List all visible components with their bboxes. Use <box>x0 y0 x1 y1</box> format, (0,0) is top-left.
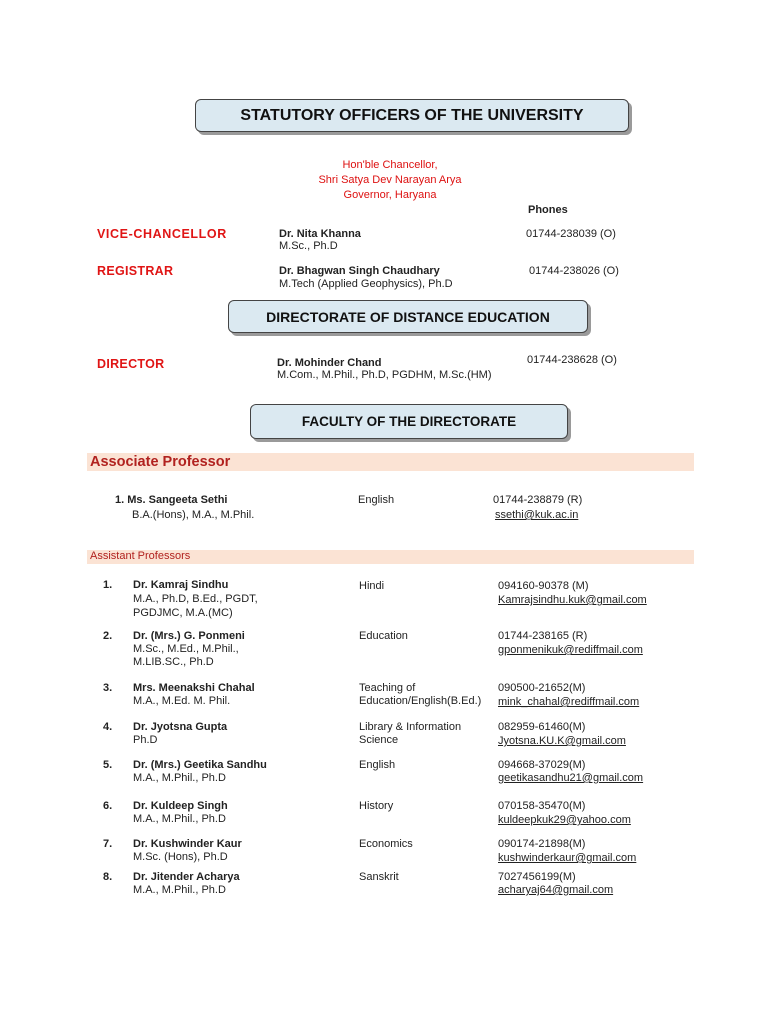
vice-chancellor-phone: 01744-238039 (O) <box>526 228 616 240</box>
page-title-text: STATUTORY OFFICERS OF THE UNIVERSITY <box>240 106 584 124</box>
directorate-title-text: DIRECTORATE OF DISTANCE EDUCATION <box>266 308 550 325</box>
chancellor-block <box>260 158 520 203</box>
chancellor-line1: Hon'ble Chancellor, <box>342 159 438 171</box>
faculty-subject: Sanskrit <box>359 871 399 883</box>
associate-name: 1. Ms. Sangeeta Sethi <box>115 494 228 506</box>
faculty-phone: 094668-37029(M) <box>498 759 586 771</box>
director-qual: M.Com., M.Phil., Ph.D, PGDHM, M.Sc.(HM) <box>277 369 492 381</box>
faculty-qual-line1: M.Sc., M.Ed., M.Phil., <box>133 643 239 655</box>
faculty-phone: 01744-238165 (R) <box>498 630 588 642</box>
chancellor-line2: Shri Satya Dev Narayan Arya <box>318 174 462 186</box>
faculty-qual-line1: M.A., M.Phil., Ph.D <box>133 772 226 784</box>
vice-chancellor-label: VICE-CHANCELLOR <box>97 227 227 241</box>
faculty-phone: 7027456199(M) <box>498 871 576 883</box>
faculty-qual-line1: M.A., M.Ed. M. Phil. <box>133 695 231 707</box>
faculty-email-link[interactable]: kushwinderkaur@gmail.com <box>498 852 637 864</box>
directorate-title <box>228 300 588 333</box>
chancellor-line3: Governor, Haryana <box>343 189 437 201</box>
registrar-name: Dr. Bhagwan Singh Chaudhary <box>279 265 440 277</box>
faculty-qual-line1: M.Sc. (Hons), Ph.D <box>133 851 228 863</box>
faculty-qual-line2: M.LIB.SC., Ph.D <box>133 656 214 668</box>
registrar-qual: M.Tech (Applied Geophysics), Ph.D <box>279 278 453 290</box>
faculty-name: Dr. (Mrs.) G. Ponmeni <box>133 630 245 642</box>
associate-heading: Associate Professor <box>90 454 231 470</box>
faculty-qual-line1: M.A., Ph.D, B.Ed., PGDT, <box>133 593 258 605</box>
faculty-name: Dr. Jyotsna Gupta <box>133 721 228 733</box>
faculty-phone: 082959-61460(M) <box>498 721 586 733</box>
vice-chancellor-qual: M.Sc., Ph.D <box>279 240 338 252</box>
faculty-email-link[interactable]: gponmenikuk@rediffmail.com <box>498 644 643 656</box>
associate-qual: B.A.(Hons), M.A., M.Phil. <box>132 509 255 521</box>
row-number: 4. <box>103 721 113 733</box>
faculty-name: Dr. Kamraj Sindhu <box>133 579 229 591</box>
assistant-heading: Assistant Professors <box>90 550 191 562</box>
faculty-subject: Education <box>359 630 408 642</box>
faculty-qual-line1: M.A., M.Phil., Ph.D <box>133 884 226 896</box>
faculty-email-link[interactable]: geetikasandhu21@gmail.com <box>498 772 644 784</box>
director-label: DIRECTOR <box>97 357 165 371</box>
faculty-email-link[interactable]: Jyotsna.KU.K@gmail.com <box>498 735 626 747</box>
row-number: 8. <box>103 871 113 883</box>
faculty-name: Dr. (Mrs.) Geetika Sandhu <box>133 759 267 771</box>
faculty-name: Dr. Kuldeep Singh <box>133 800 228 812</box>
faculty-phone: 090500-21652(M) <box>498 682 586 694</box>
faculty-subject: Library & Information <box>359 721 462 733</box>
faculty-subject: English <box>359 759 396 771</box>
faculty-subject: Teaching of <box>359 682 416 694</box>
associate-email-link[interactable]: ssethi@kuk.ac.in <box>495 509 579 521</box>
faculty-email-link[interactable]: kuldeepkuk29@yahoo.com <box>498 814 631 826</box>
page-title <box>195 99 629 132</box>
associate-subject: English <box>358 494 395 506</box>
faculty-phone: 090174-21898(M) <box>498 838 586 850</box>
faculty-name: Dr. Kushwinder Kaur <box>133 838 242 850</box>
faculty-phone: 094160-90378 (M) <box>498 580 589 592</box>
faculty-email-link[interactable]: acharyaj64@gmail.com <box>498 884 614 896</box>
faculty-subject-line2: Science <box>359 734 399 746</box>
faculty-qual-line1: M.A., M.Phil., Ph.D <box>133 813 226 825</box>
row-number: 5. <box>103 759 113 771</box>
row-number: 1. <box>103 579 113 591</box>
faculty-title <box>250 404 568 439</box>
faculty-subject: Hindi <box>359 580 385 592</box>
director-phone: 01744-238628 (O) <box>527 354 617 366</box>
registrar-label: REGISTRAR <box>97 264 174 278</box>
row-number: 3. <box>103 682 113 694</box>
faculty-subject: History <box>359 800 394 812</box>
faculty-subject: Economics <box>359 838 413 850</box>
faculty-qual-line1: Ph.D <box>133 734 158 746</box>
director-name: Dr. Mohinder Chand <box>277 357 382 369</box>
registrar-phone: 01744-238026 (O) <box>529 265 619 277</box>
faculty-name: Dr. Jitender Acharya <box>133 871 240 883</box>
row-number: 6. <box>103 800 113 812</box>
vice-chancellor-name: Dr. Nita Khanna <box>279 228 361 240</box>
row-number: 7. <box>103 838 113 850</box>
faculty-phone: 070158-35470(M) <box>498 800 586 812</box>
faculty-title-text: FACULTY OF THE DIRECTORATE <box>301 414 517 429</box>
faculty-name: Mrs. Meenakshi Chahal <box>133 682 255 694</box>
phones-heading: Phones <box>528 204 568 216</box>
faculty-email-link[interactable]: Kamrajsindhu.kuk@gmail.com <box>498 594 647 606</box>
faculty-email-link[interactable]: mink_chahal@rediffmail.com <box>498 696 640 708</box>
faculty-subject-line2: Education/English(B.Ed.) <box>359 695 482 707</box>
faculty-qual-line2: PGDJMC, M.A.(MC) <box>133 607 233 619</box>
row-number: 2. <box>103 630 113 642</box>
associate-phone: 01744-238879 (R) <box>493 494 583 506</box>
